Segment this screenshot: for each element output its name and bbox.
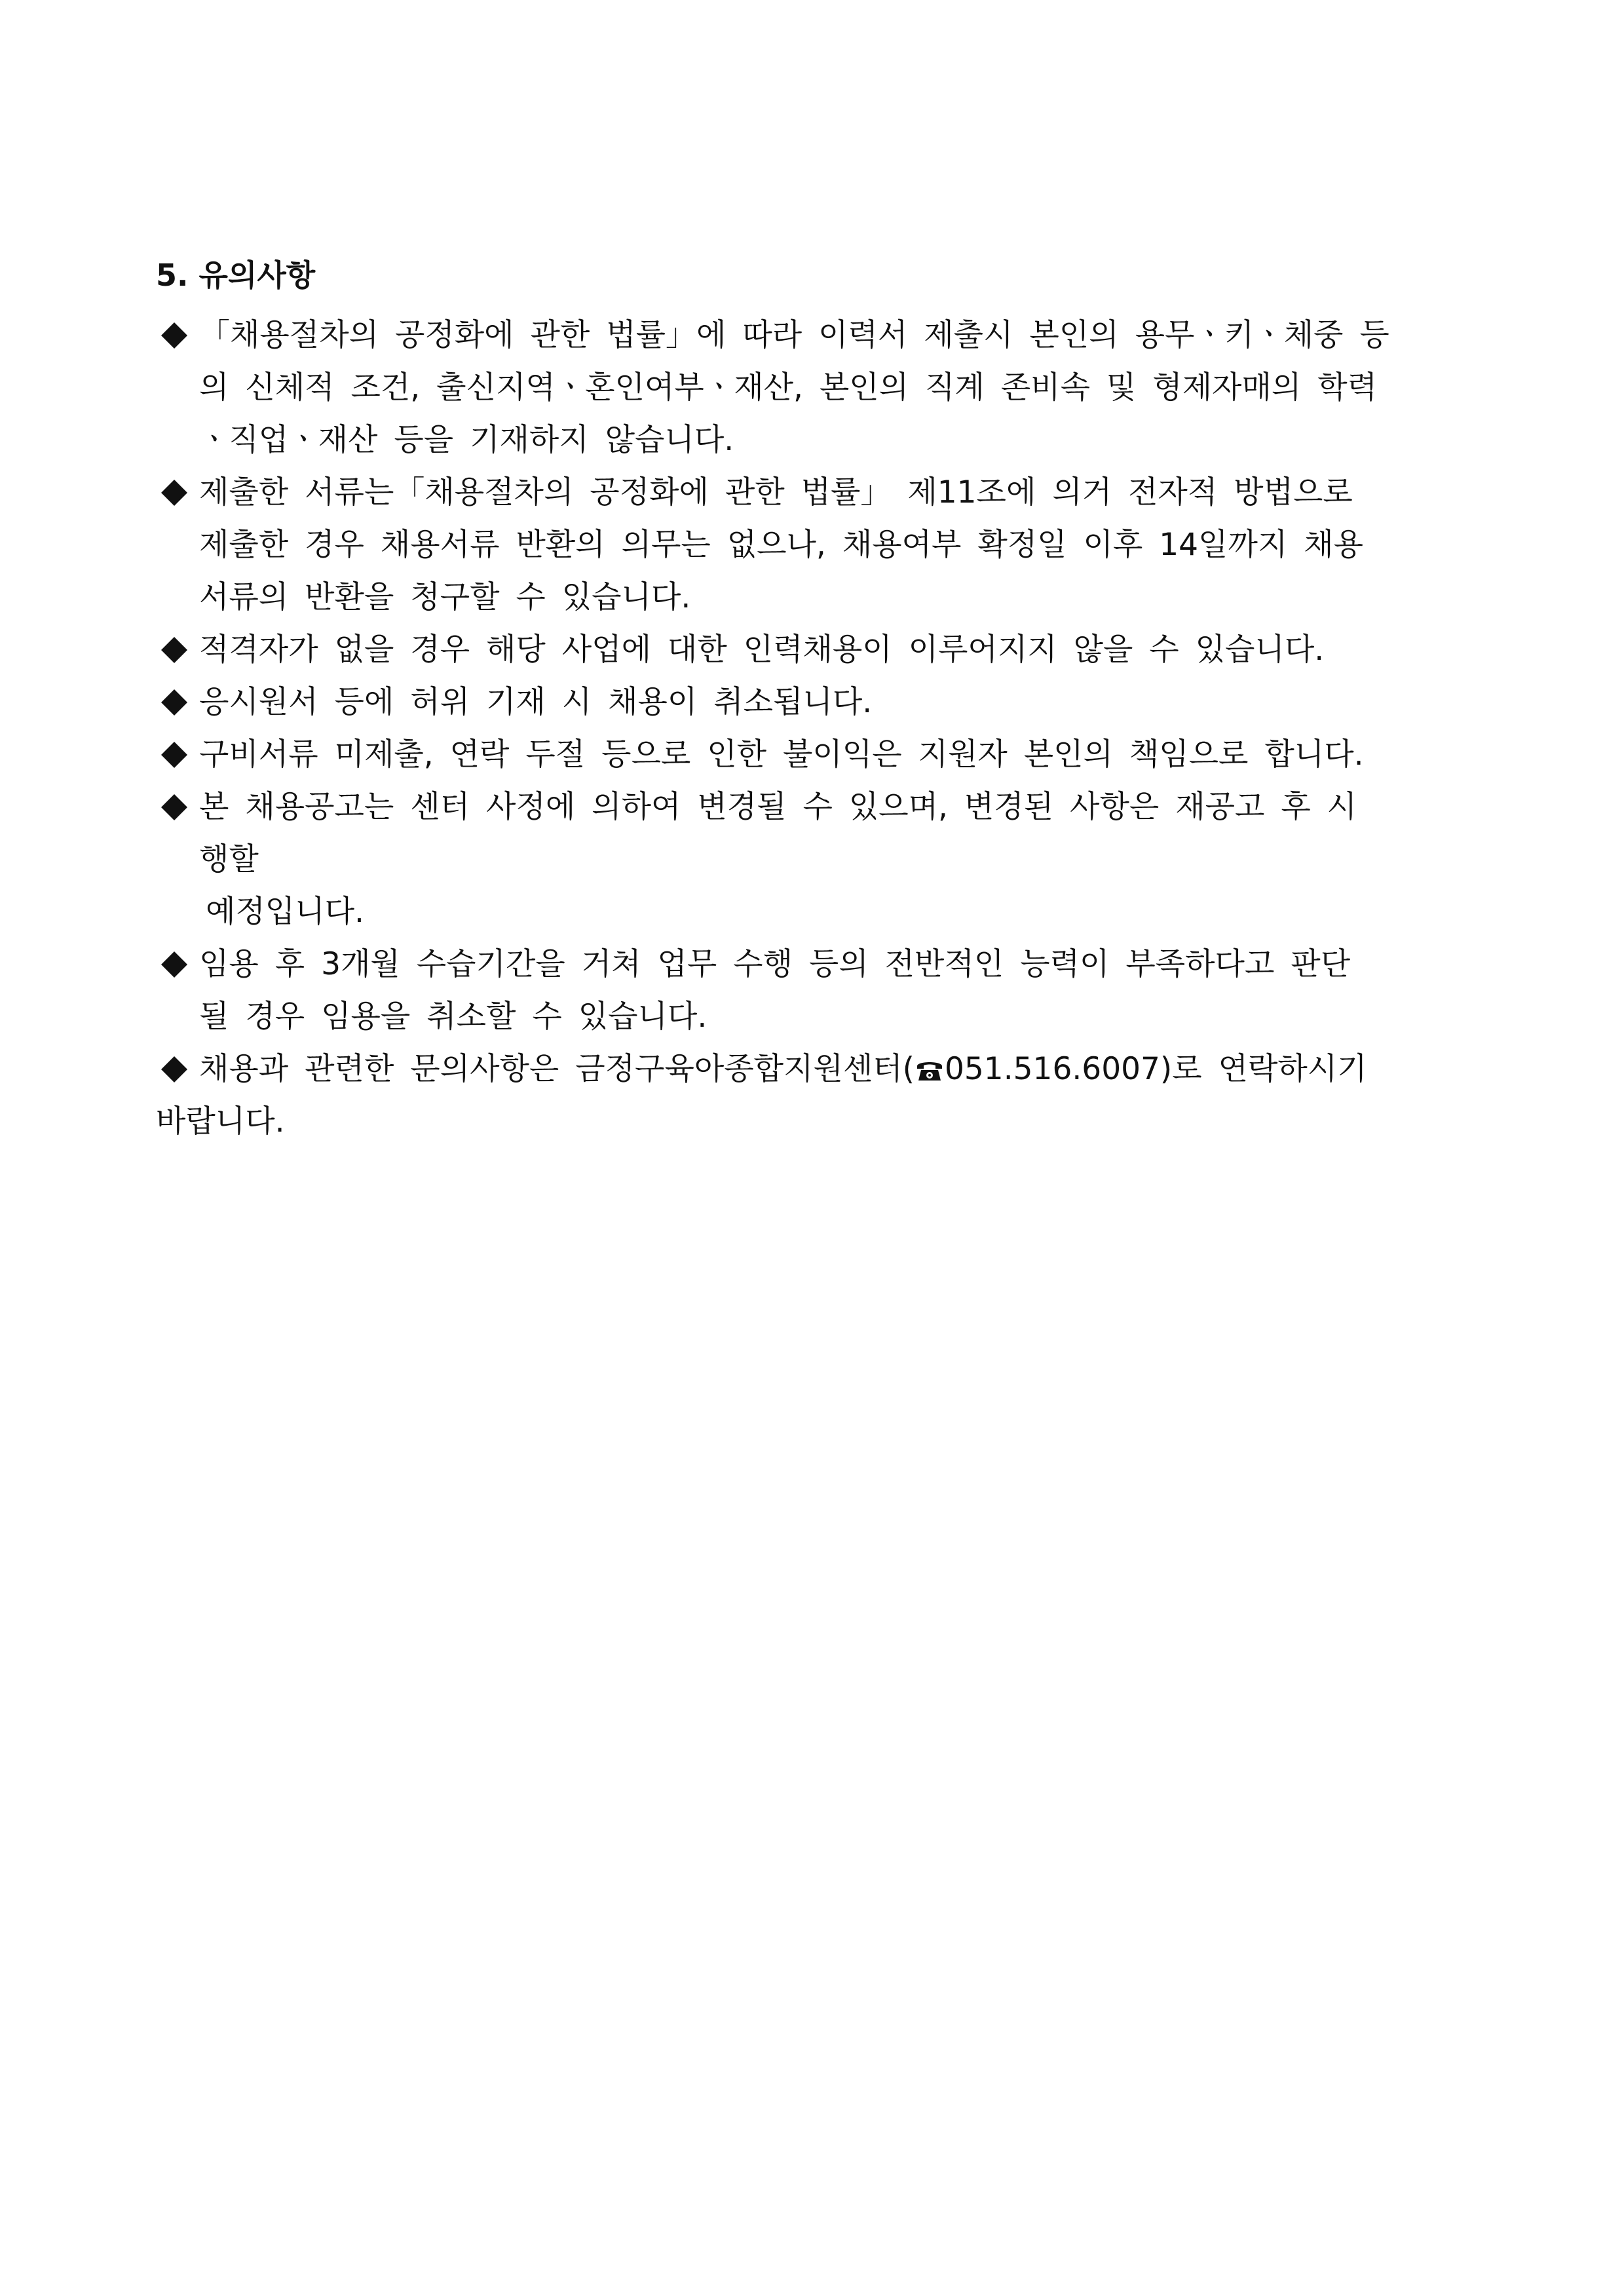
note-item-false-entry: [156, 676, 1473, 729]
note-line: 제출한 경우 채용서류 반환의 의무는 없으나, 채용여부 확정일 이후 14일까지 채용: [199, 527, 1364, 563]
contact-line: [156, 1043, 1473, 1096]
black-diamond-icon: [156, 309, 193, 362]
note-item-no-qualified: [156, 624, 1473, 676]
note-line: 제출한 서류는「채용절차의 공정화에 관한 법률」 제11조에 의거 전자적 방법으로: [199, 474, 1353, 510]
notes-section: [156, 249, 1473, 1148]
note-item-contact: [156, 1043, 1473, 1148]
black-diamond-icon: [156, 1043, 193, 1096]
contact-text-before: 채용과 관련한 문의사항은 금정구육아종합지원센터(: [199, 1051, 915, 1087]
note-line: 의 신체적 조건, 출신지역ㆍ혼인여부ㆍ재산, 본인의 직계 존비속 및 형제자매의 학력: [199, 370, 1378, 406]
contact-text-after: )로 연락하시기: [1160, 1051, 1367, 1087]
note-line: 「채용절차의 공정화에 관한 법률」에 따라 이력서 제출시 본인의 용무ㆍ키ㆍ체중 등: [199, 317, 1389, 353]
telephone-icon: [915, 1057, 945, 1083]
note-item-privacy: [156, 309, 1473, 467]
note-item-missing-documents: [156, 729, 1473, 781]
note-line: 임용 후 3개월 수습기간을 거쳐 업무 수행 등의 전반적인 능력이 부족하다고 판단: [199, 946, 1351, 982]
black-diamond-icon: [156, 781, 193, 833]
note-line: 응시원서 등에 허위 기재 시 채용이 취소됩니다.: [199, 684, 873, 720]
note-line: 구비서류 미제출, 연락 두절 등으로 인한 불이익은 지원자 본인의 책임으로 합니다.: [199, 737, 1364, 773]
note-line: 예정입니다.: [206, 894, 364, 930]
black-diamond-icon: [156, 467, 193, 519]
notes-list: [156, 309, 1473, 1148]
black-diamond-icon: [156, 624, 193, 676]
note-line: 적격자가 없을 경우 해당 사업에 대한 인력채용이 이루어지지 않을 수 있습니다.: [199, 632, 1325, 668]
note-item-notice-change: [156, 781, 1473, 938]
note-line: 될 경우 임용을 취소할 수 있습니다.: [199, 999, 708, 1035]
note-line: 행할: [199, 841, 259, 877]
note-line: ㆍ직업ㆍ재산 등을 기재하지 않습니다.: [199, 422, 734, 458]
note-item-documents-return: [156, 467, 1473, 624]
note-line: 서류의 반환을 청구할 수 있습니다.: [199, 579, 691, 615]
black-diamond-icon: [156, 729, 193, 781]
note-line: 본 채용공고는 센터 사정에 의하여 변경될 수 있으며, 변경된 사항은 재공고 후 시: [199, 789, 1357, 825]
contact-line-end: 바랍니다.: [156, 1103, 285, 1139]
section-title: 5. 유의사항: [156, 258, 316, 293]
contact-phone-number: 051.516.6007: [945, 1051, 1160, 1087]
black-diamond-icon: [156, 938, 193, 991]
note-item-probation: [156, 938, 1473, 1043]
black-diamond-icon: [156, 676, 193, 729]
